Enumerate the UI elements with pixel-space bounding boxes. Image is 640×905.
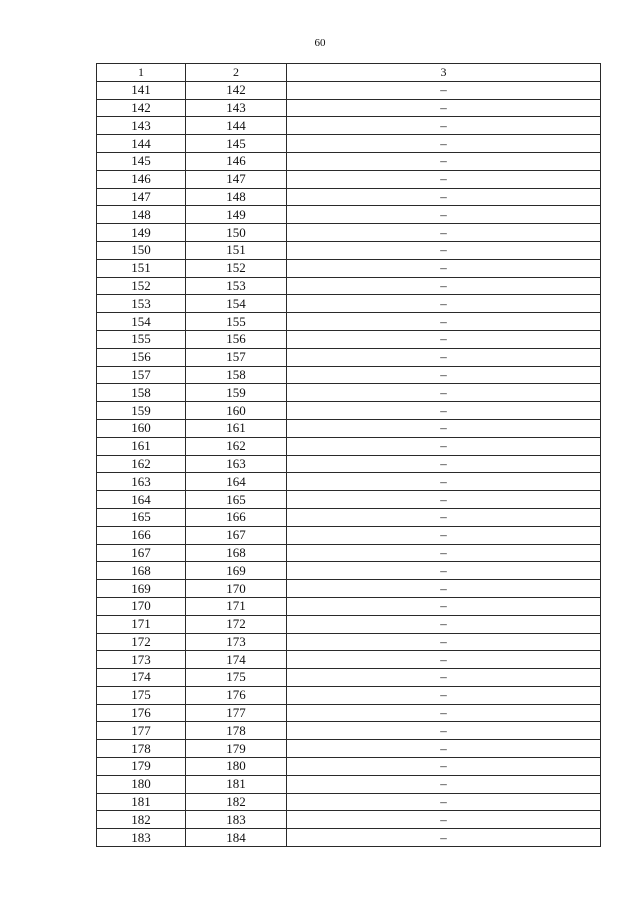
table-cell-col-2: 150 (186, 224, 287, 242)
table-body (97, 81, 601, 846)
table-row (97, 437, 601, 455)
table-cell-col-3: – (287, 597, 601, 615)
table-cell-col-3: – (287, 793, 601, 811)
table-cell-col-2: 158 (186, 366, 287, 384)
table-cell-col-1: 165 (97, 508, 186, 526)
table-row (97, 829, 601, 847)
table-cell-col-2: 176 (186, 686, 287, 704)
table-cell-col-2: 149 (186, 206, 287, 224)
table-row (97, 366, 601, 384)
table-row (97, 295, 601, 313)
page-number: 60 (314, 37, 326, 49)
table-cell-col-2: 162 (186, 437, 287, 455)
table-cell-col-3: – (287, 117, 601, 135)
table-cell-col-1: 158 (97, 384, 186, 402)
table-row (97, 473, 601, 491)
table-cell-col-1: 157 (97, 366, 186, 384)
table-cell-col-1: 160 (97, 419, 186, 437)
table-row (97, 277, 601, 295)
table-row (97, 740, 601, 758)
column-header-1: 1 (97, 64, 186, 82)
table-row (97, 775, 601, 793)
table-header-row (97, 64, 601, 82)
table-cell-col-1: 153 (97, 295, 186, 313)
table-cell-col-2: 180 (186, 758, 287, 776)
table-cell-col-3: – (287, 758, 601, 776)
table-cell-col-1: 145 (97, 152, 186, 170)
table-cell-col-2: 178 (186, 722, 287, 740)
table-cell-col-2: 152 (186, 259, 287, 277)
column-header-2: 2 (186, 64, 287, 82)
table-row (97, 526, 601, 544)
table-cell-col-3: – (287, 491, 601, 509)
table-cell-col-1: 143 (97, 117, 186, 135)
table-row (97, 206, 601, 224)
table-row (97, 455, 601, 473)
table-cell-col-2: 182 (186, 793, 287, 811)
table-cell-col-3: – (287, 384, 601, 402)
table-cell-col-2: 166 (186, 508, 287, 526)
table-cell-col-2: 159 (186, 384, 287, 402)
data-table (96, 63, 601, 847)
table-cell-col-3: – (287, 330, 601, 348)
table-cell-col-1: 162 (97, 455, 186, 473)
table-cell-col-1: 175 (97, 686, 186, 704)
table-row (97, 384, 601, 402)
table-row (97, 669, 601, 687)
table-cell-col-1: 183 (97, 829, 186, 847)
table-cell-col-3: – (287, 651, 601, 669)
table-cell-col-1: 146 (97, 170, 186, 188)
table-row (97, 419, 601, 437)
table-row (97, 259, 601, 277)
table-cell-col-2: 171 (186, 597, 287, 615)
table-cell-col-2: 147 (186, 170, 287, 188)
table-cell-col-3: – (287, 686, 601, 704)
table-row (97, 224, 601, 242)
table-row (97, 793, 601, 811)
table-cell-col-3: – (287, 473, 601, 491)
table-row (97, 330, 601, 348)
table-cell-col-1: 151 (97, 259, 186, 277)
table-cell-col-3: – (287, 580, 601, 598)
table-cell-col-3: – (287, 419, 601, 437)
table-cell-col-3: – (287, 277, 601, 295)
table-cell-col-2: 167 (186, 526, 287, 544)
table-cell-col-2: 156 (186, 330, 287, 348)
table-cell-col-3: – (287, 152, 601, 170)
table-row (97, 686, 601, 704)
table-cell-col-2: 174 (186, 651, 287, 669)
table-cell-col-2: 184 (186, 829, 287, 847)
table-row (97, 313, 601, 331)
table-row (97, 704, 601, 722)
table-row (97, 348, 601, 366)
table-cell-col-1: 171 (97, 615, 186, 633)
table-row (97, 562, 601, 580)
table-cell-col-1: 179 (97, 758, 186, 776)
table-cell-col-1: 148 (97, 206, 186, 224)
table-cell-col-3: – (287, 508, 601, 526)
table-cell-col-1: 164 (97, 491, 186, 509)
table-cell-col-2: 151 (186, 241, 287, 259)
table-cell-col-1: 163 (97, 473, 186, 491)
table-cell-col-2: 175 (186, 669, 287, 687)
table-row (97, 241, 601, 259)
table-cell-col-1: 147 (97, 188, 186, 206)
table-cell-col-3: – (287, 313, 601, 331)
table-row (97, 580, 601, 598)
table-cell-col-1: 150 (97, 241, 186, 259)
table-cell-col-3: – (287, 526, 601, 544)
table-cell-col-3: – (287, 259, 601, 277)
table-cell-col-2: 164 (186, 473, 287, 491)
table-cell-col-3: – (287, 99, 601, 117)
table-cell-col-3: – (287, 775, 601, 793)
table-cell-col-1: 176 (97, 704, 186, 722)
table-cell-col-1: 161 (97, 437, 186, 455)
table-cell-col-1: 177 (97, 722, 186, 740)
table-cell-col-2: 179 (186, 740, 287, 758)
table-cell-col-2: 161 (186, 419, 287, 437)
table-cell-col-3: – (287, 437, 601, 455)
table-cell-col-3: – (287, 366, 601, 384)
table-row (97, 633, 601, 651)
table-row (97, 188, 601, 206)
table-row (97, 402, 601, 420)
table-cell-col-1: 169 (97, 580, 186, 598)
table-cell-col-3: – (287, 811, 601, 829)
table-cell-col-3: – (287, 188, 601, 206)
table-cell-col-2: 143 (186, 99, 287, 117)
table-cell-col-1: 180 (97, 775, 186, 793)
table-cell-col-3: – (287, 722, 601, 740)
table-row (97, 81, 601, 99)
table-cell-col-3: – (287, 206, 601, 224)
table-cell-col-3: – (287, 633, 601, 651)
table-cell-col-3: – (287, 170, 601, 188)
table-cell-col-1: 141 (97, 81, 186, 99)
table-row (97, 491, 601, 509)
table-cell-col-1: 170 (97, 597, 186, 615)
table-cell-col-1: 149 (97, 224, 186, 242)
table-cell-col-3: – (287, 740, 601, 758)
table-cell-col-3: – (287, 402, 601, 420)
table-cell-col-1: 166 (97, 526, 186, 544)
table-cell-col-2: 154 (186, 295, 287, 313)
table-cell-col-3: – (287, 455, 601, 473)
table-row (97, 152, 601, 170)
table-cell-col-1: 182 (97, 811, 186, 829)
table-cell-col-1: 167 (97, 544, 186, 562)
table-cell-col-3: – (287, 704, 601, 722)
table-cell-col-2: 173 (186, 633, 287, 651)
table-cell-col-1: 173 (97, 651, 186, 669)
table-row (97, 722, 601, 740)
table-cell-col-1: 174 (97, 669, 186, 687)
table-cell-col-1: 154 (97, 313, 186, 331)
table-cell-col-3: – (287, 224, 601, 242)
table-cell-col-2: 183 (186, 811, 287, 829)
table-cell-col-3: – (287, 669, 601, 687)
table-cell-col-2: 153 (186, 277, 287, 295)
table-cell-col-3: – (287, 615, 601, 633)
table-row (97, 758, 601, 776)
table-cell-col-3: – (287, 544, 601, 562)
table-cell-col-1: 155 (97, 330, 186, 348)
table-cell-col-2: 169 (186, 562, 287, 580)
table-cell-col-2: 155 (186, 313, 287, 331)
table-cell-col-2: 165 (186, 491, 287, 509)
table-cell-col-3: – (287, 562, 601, 580)
table-cell-col-2: 172 (186, 615, 287, 633)
table-cell-col-2: 168 (186, 544, 287, 562)
table-row (97, 99, 601, 117)
table-cell-col-2: 148 (186, 188, 287, 206)
table-cell-col-1: 152 (97, 277, 186, 295)
table-row (97, 811, 601, 829)
table-cell-col-1: 156 (97, 348, 186, 366)
table-row (97, 508, 601, 526)
table-row (97, 597, 601, 615)
table-cell-col-1: 142 (97, 99, 186, 117)
table-cell-col-3: – (287, 829, 601, 847)
table-cell-col-1: 144 (97, 135, 186, 153)
table-cell-col-1: 178 (97, 740, 186, 758)
table-cell-col-2: 144 (186, 117, 287, 135)
column-header-3: 3 (287, 64, 601, 82)
table-cell-col-3: – (287, 348, 601, 366)
table-cell-col-1: 181 (97, 793, 186, 811)
table-cell-col-2: 160 (186, 402, 287, 420)
table-cell-col-2: 181 (186, 775, 287, 793)
table-row (97, 170, 601, 188)
table-cell-col-2: 170 (186, 580, 287, 598)
table-row (97, 651, 601, 669)
table-cell-col-3: – (287, 241, 601, 259)
table-cell-col-1: 159 (97, 402, 186, 420)
table-cell-col-2: 157 (186, 348, 287, 366)
table-cell-col-1: 168 (97, 562, 186, 580)
table-cell-col-3: – (287, 295, 601, 313)
table-cell-col-1: 172 (97, 633, 186, 651)
table-cell-col-3: – (287, 135, 601, 153)
table-cell-col-3: – (287, 81, 601, 99)
table-cell-col-2: 177 (186, 704, 287, 722)
table-cell-col-2: 145 (186, 135, 287, 153)
table-cell-col-2: 146 (186, 152, 287, 170)
table-row (97, 544, 601, 562)
table-row (97, 615, 601, 633)
table-cell-col-2: 163 (186, 455, 287, 473)
table-row (97, 135, 601, 153)
table-cell-col-2: 142 (186, 81, 287, 99)
table-row (97, 117, 601, 135)
